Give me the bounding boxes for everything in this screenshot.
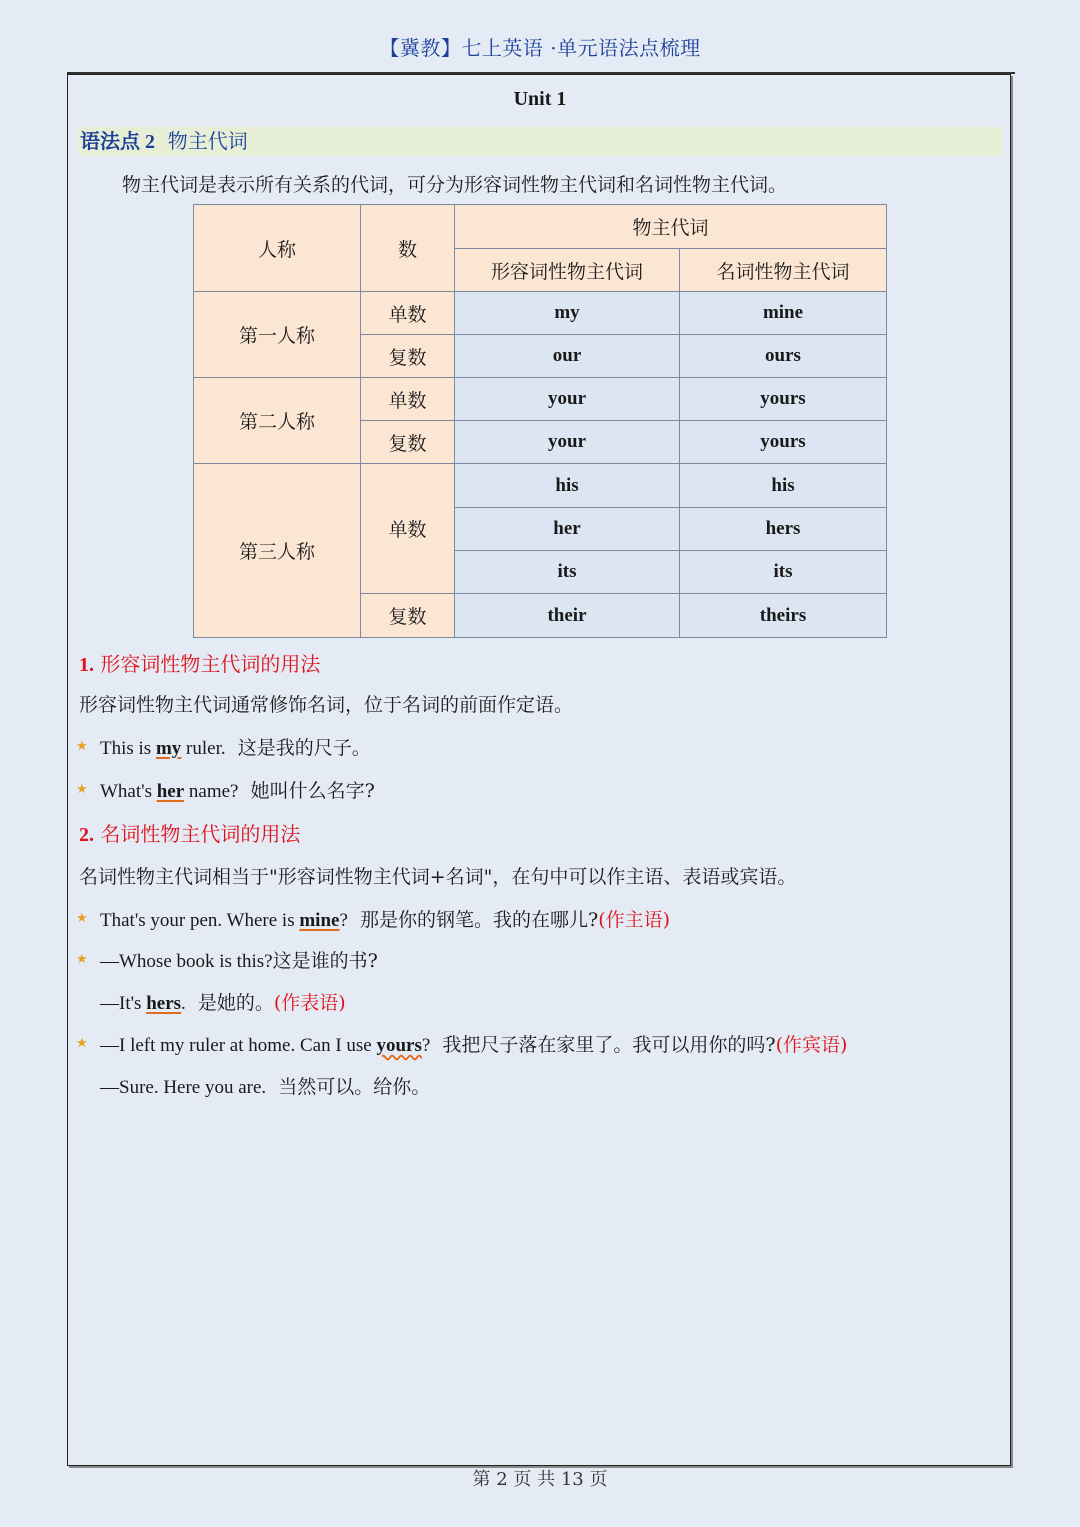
header-noun-pronoun: 名词性物主代词 [680,249,887,292]
noun-pronoun-cell: his [680,464,887,508]
example-translation: 我把尺子落在家里了。我可以用你的吗? [430,1034,776,1056]
noun-pronoun-cell: yours [680,421,887,464]
usage1-heading [79,648,320,677]
star-bullet-icon: ★ [76,782,88,797]
example-translation: 她叫什么名字? [238,780,375,802]
usage2-number: 2. [79,824,94,846]
star-bullet-icon: ★ [76,952,88,967]
example-keyword: yours [376,1035,422,1056]
section-name: 物主代词 [167,129,248,153]
example-translation: 那是你的钢笔。我的在哪儿? [347,909,599,931]
example-text: ruler. [181,738,226,759]
person-second: 第二人称 [194,378,361,464]
adj-pronoun-cell: my [455,292,680,335]
example-text: ? [421,1035,431,1056]
header-number: 数 [361,205,455,292]
usage2-example-3a [100,1030,847,1057]
number-cell: 单数 [361,378,455,421]
adj-pronoun-cell: your [455,421,680,464]
example-text: That's your pen. Where is [100,910,300,931]
usage2-description: 名词性物主代词相当于"形容词性物主代词+名词"，在句中可以作主语、表语或宾语。 [79,866,797,888]
example-text: This is [100,738,156,759]
function-tag: (作表语) [273,992,346,1014]
adj-pronoun-cell: their [455,594,680,638]
function-tag: (作宾语) [775,1034,848,1056]
example-text: ? [339,910,348,931]
unit-title: Unit 1 [513,88,567,110]
example-translation: 这是谁的书? [272,950,378,972]
page-header: 【冀教】七上英语 ·单元语法点梳理 [379,36,701,60]
example-text: . [181,993,186,1014]
noun-pronoun-cell: hers [680,508,887,551]
usage2-example-2b [100,988,346,1015]
section-title [78,127,1002,156]
usage2-example-1 [100,905,670,932]
noun-pronoun-cell: yours [680,378,887,421]
star-bullet-icon: ★ [76,739,88,754]
usage2-example-3b [100,1072,430,1099]
example-text: —Whose book is this? [100,951,273,972]
noun-pronoun-cell: mine [680,292,887,335]
number-cell: 复数 [361,421,455,464]
star-bullet-icon: ★ [76,911,88,926]
pronoun-table [193,204,887,638]
adj-pronoun-cell: his [455,464,680,508]
adj-pronoun-cell: our [455,335,680,378]
example-text: name? [184,781,239,802]
page-footer: 第 2 页 共 13 页 [472,1469,608,1490]
usage1-number: 1. [79,654,94,676]
usage1-example-2 [100,776,375,803]
intro-text: 物主代词是表示所有关系的代词，可分为形容词性物主代词和名词性物主代词。 [122,174,788,196]
example-text: —It's [100,993,147,1014]
section-number: 语法点 2 [80,131,155,153]
example-keyword: her [156,781,185,802]
example-text: —I left my ruler at home. Can I use [100,1035,377,1056]
person-third: 第三人称 [194,464,361,638]
usage2-example-2a [100,946,378,973]
example-translation: 是她的。 [185,992,274,1014]
noun-pronoun-cell: ours [680,335,887,378]
number-cell: 单数 [361,464,455,594]
example-keyword: mine [299,910,340,931]
example-keyword: hers [146,993,182,1014]
example-translation: 当然可以。给你。 [266,1076,431,1098]
header-possessive: 物主代词 [455,205,887,249]
number-cell: 单数 [361,292,455,335]
example-text: —Sure. Here you are. [100,1077,267,1098]
number-cell: 复数 [361,335,455,378]
adj-pronoun-cell: its [455,551,680,594]
adj-pronoun-cell: your [455,378,680,421]
noun-pronoun-cell: its [680,551,887,594]
header-adjective-pronoun: 形容词性物主代词 [455,249,680,292]
usage2-heading [79,818,300,847]
person-first: 第一人称 [194,292,361,378]
example-keyword: my [155,738,182,759]
usage2-title: 名词性物主代词的用法 [100,822,301,846]
function-tag: (作主语) [598,909,671,931]
usage1-description: 形容词性物主代词通常修饰名词，位于名词的前面作定语。 [79,694,574,716]
example-text: What's [100,781,157,802]
adj-pronoun-cell: her [455,508,680,551]
usage1-example-1 [100,733,371,760]
number-cell: 复数 [361,594,455,638]
header-person: 人称 [194,205,361,292]
star-bullet-icon: ★ [76,1036,88,1051]
usage1-title: 形容词性物主代词的用法 [100,652,321,676]
example-translation: 这是我的尺子。 [225,737,371,759]
noun-pronoun-cell: theirs [680,594,887,638]
